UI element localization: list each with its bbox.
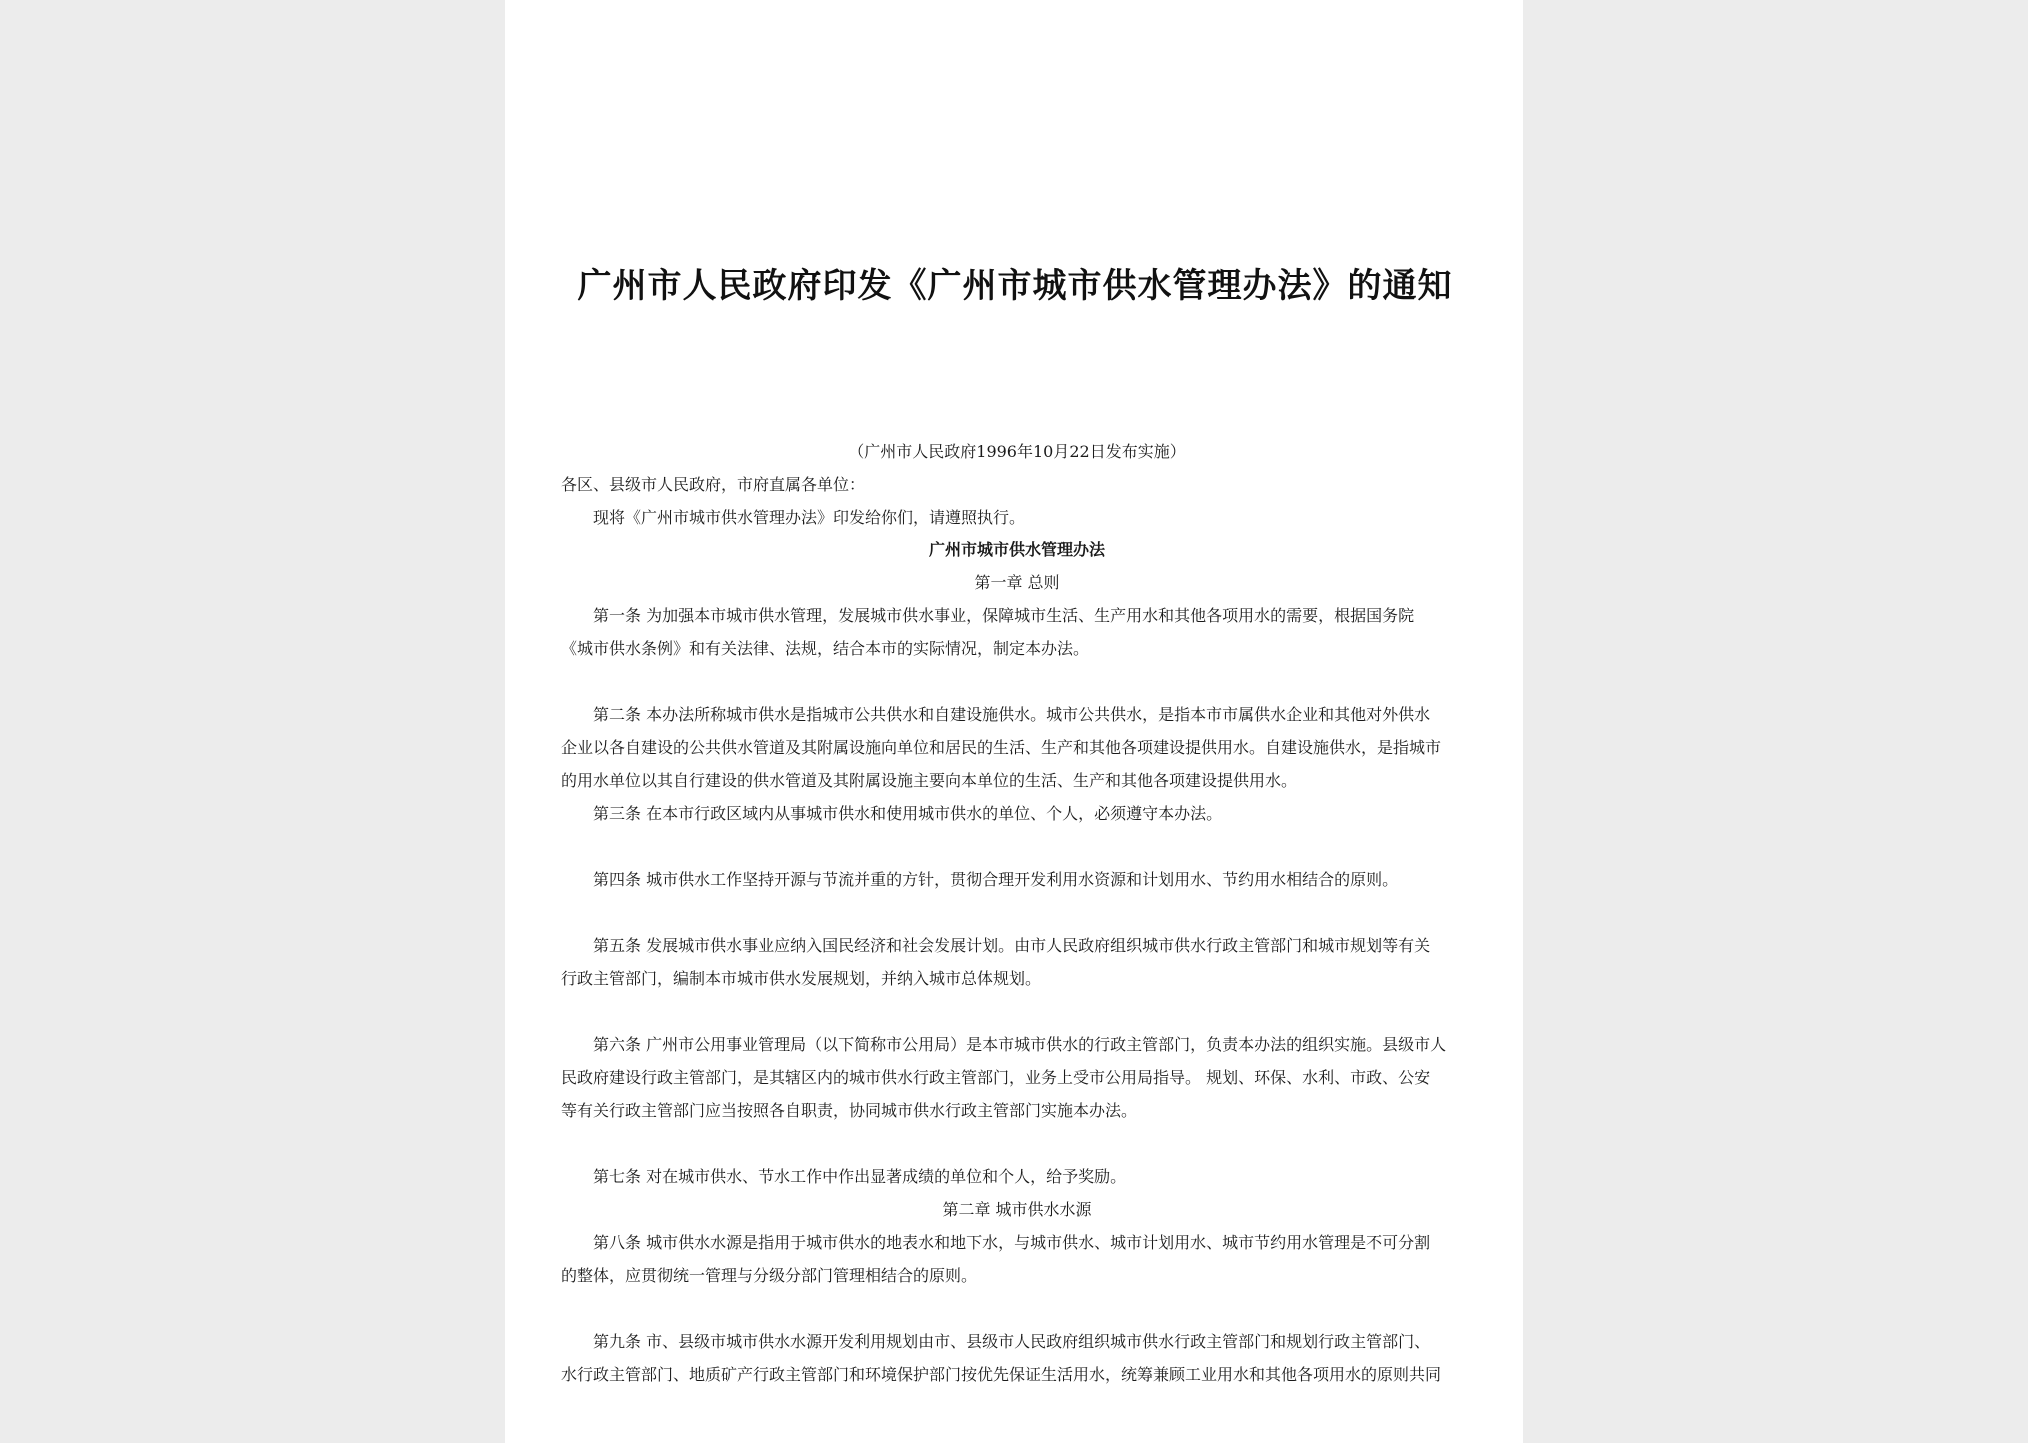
article-7: 第七条 对在城市供水、节水工作中作出显著成绩的单位和个人，给予奖励。 (593, 1167, 1127, 1186)
addressee: 各区、县级市人民政府，市府直属各单位： (561, 475, 866, 494)
article-6-line-2: 民政府建设行政主管部门，是其辖区内的城市供水行政主管部门，业务上受市公用局指导。 规划、环保、水利、市政、公安 (561, 1068, 1431, 1087)
article-5-line-2: 行政主管部门，编制本市城市供水发展规划，并纳入城市总体规划。 (561, 969, 1042, 988)
article-2-line-2: 企业以各自建设的公共供水管道及其附属设施向单位和居民的生活、生产和其他各项建设提供用水。自建设施供水，是指城市 (561, 738, 1442, 757)
issue-note: （广州市人民政府1996年10月22日发布实施） (848, 442, 1186, 461)
article-2-line-1: 第二条 本办法所称城市供水是指城市公共供水和自建设施供水。城市公共供水，是指本市市属供水企业和其他对外供水 (593, 705, 1431, 724)
article-5-line-1: 第五条 发展城市供水事业应纳入国民经济和社会发展计划。由市人民政府组织城市供水行政主管部门和城市规划等有关 (593, 936, 1431, 955)
chapter-heading-1: 第一章 总则 (974, 573, 1060, 592)
article-4: 第四条 城市供水工作坚持开源与节流并重的方针，贯彻合理开发利用水资源和计划用水、节约用水相结合的原则。 (593, 870, 1399, 889)
intro-paragraph: 现将《广州市城市供水管理办法》印发给你们，请遵照执行。 (593, 508, 1026, 527)
article-6-line-3: 等有关行政主管部门应当按照各自职责，协同城市供水行政主管部门实施本办法。 (561, 1101, 1138, 1120)
chapter-heading-2: 第二章 城市供水水源 (942, 1200, 1092, 1219)
document-page (505, 0, 1523, 1443)
article-8-line-2: 的整体，应贯彻统一管理与分级分部门管理相结合的原则。 (561, 1266, 978, 1285)
article-3: 第三条 在本市行政区域内从事城市供水和使用城市供水的单位、个人，必须遵守本办法。 (593, 804, 1223, 823)
article-2-line-3: 的用水单位以其自行建设的供水管道及其附属设施主要向本单位的生活、生产和其他各项建设提供用水。 (561, 771, 1298, 790)
article-9-line-2: 水行政主管部门、地质矿产行政主管部门和环境保护部门按优先保证生活用水，统筹兼顾工业用水和其他各项用水的原则共同 (561, 1365, 1442, 1384)
regulation-title: 广州市城市供水管理办法 (928, 540, 1105, 559)
article-9-line-1: 第九条 市、县级市城市供水水源开发利用规划由市、县级市人民政府组织城市供水行政主管部门和规划行政主管部门、 (593, 1332, 1431, 1351)
article-8-line-1: 第八条 城市供水水源是指用于城市供水的地表水和地下水，与城市供水、城市计划用水、城市节约用水管理是不可分割 (593, 1233, 1431, 1252)
article-1-line-1: 第一条 为加强本市城市供水管理，发展城市供水事业，保障城市生活、生产用水和其他各项用水的需要，根据国务院 (593, 606, 1415, 625)
document-title: 广州市人民政府印发《广州市城市供水管理办法》的通知 (577, 266, 1453, 306)
article-1-line-2: 《城市供水条例》和有关法律、法规，结合本市的实际情况，制定本办法。 (561, 639, 1090, 658)
article-6-line-1: 第六条 广州市公用事业管理局（以下简称市公用局）是本市城市供水的行政主管部门，负责本办法的组织实施。县级市人 (593, 1035, 1447, 1054)
